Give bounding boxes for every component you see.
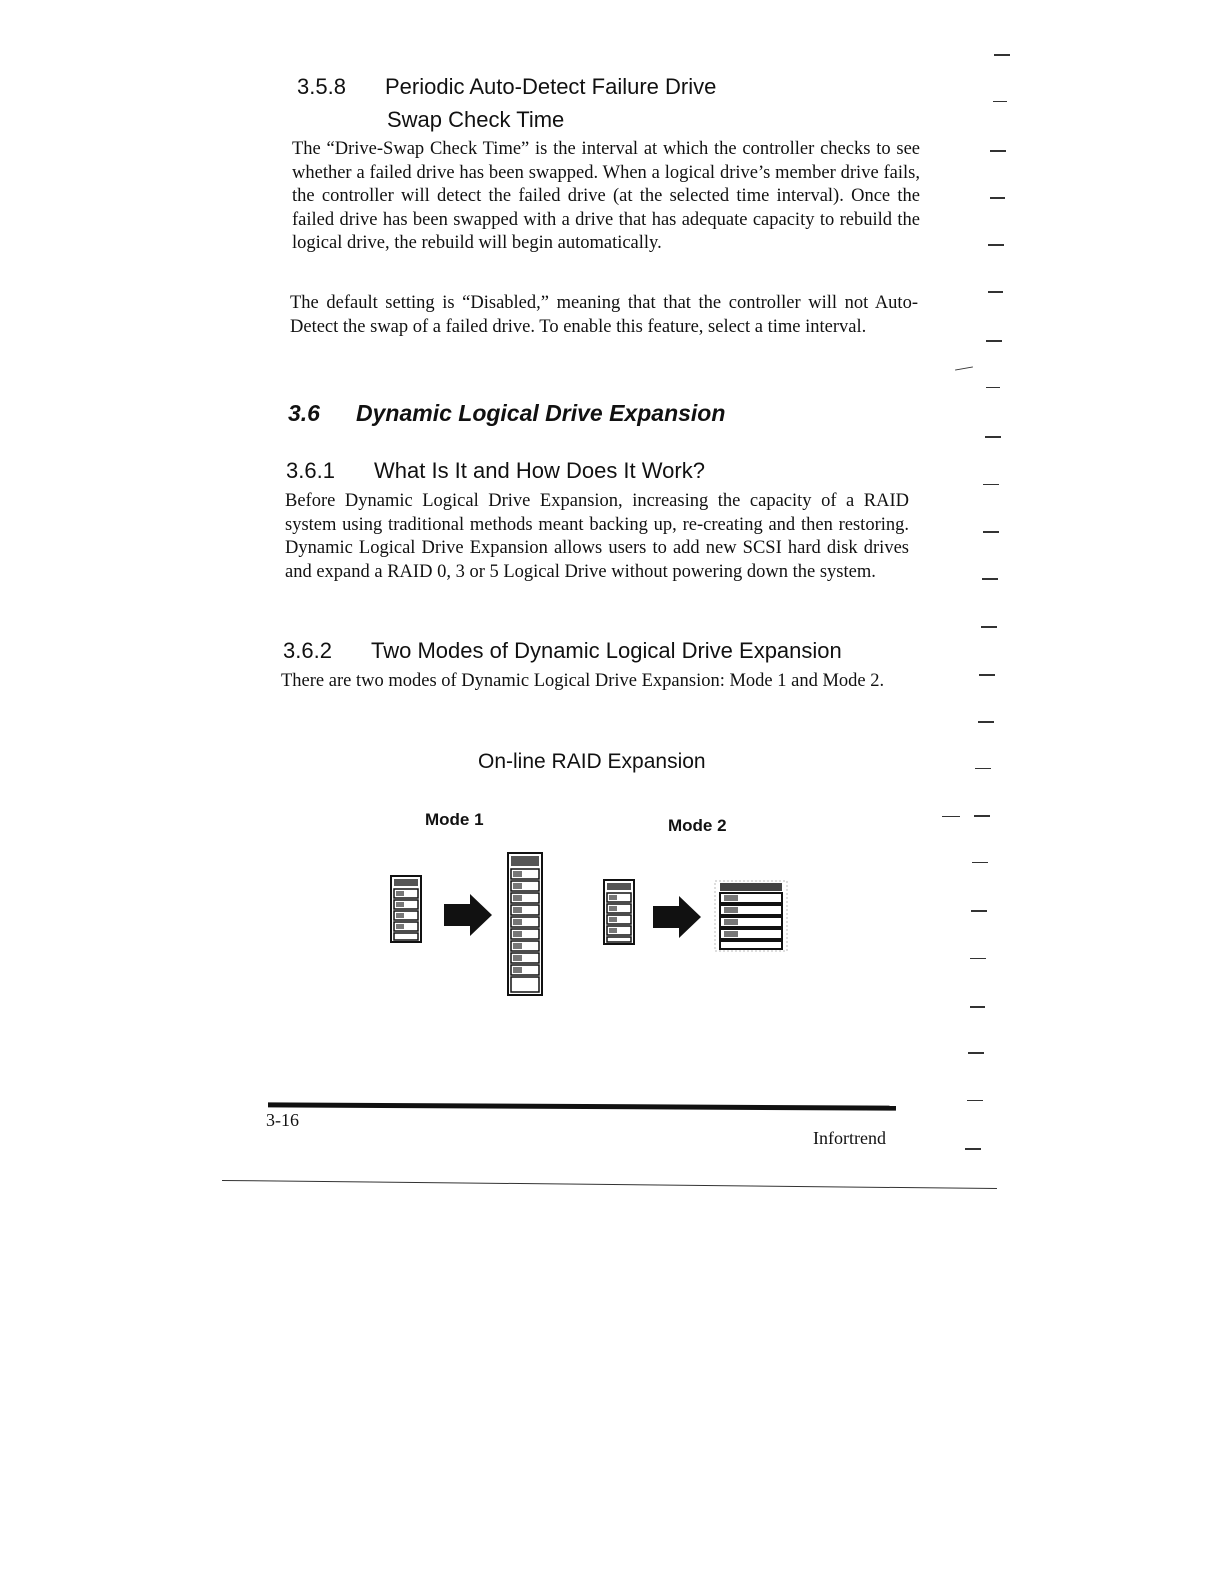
mode1-expanded-enclosure-icon xyxy=(507,852,543,996)
margin-tick xyxy=(993,101,1007,102)
diagram-title: On-line RAID Expansion xyxy=(478,750,706,773)
section-heading-3-6-1 xyxy=(286,458,705,484)
margin-tick xyxy=(967,1100,983,1101)
section-title: Dynamic Logical Drive Expansion xyxy=(356,400,726,426)
section-title-line1: Periodic Auto-Detect Failure Drive xyxy=(385,74,717,99)
section-number: 3.6.2 xyxy=(283,638,332,663)
paragraph-drive-swap-check: The “Drive-Swap Check Time” is the interval at which the controller checks to see whether a failed drive has been swapped. When a logical drive’s member drive fails, the controller will detect the failed drive (at the selected time interval). Once the failed drive has been swapped with a drive that has adequate capacity to rebuild the logical drive, the rebuild will begin automatically. xyxy=(292,139,920,253)
section-number: 3.6.1 xyxy=(286,458,335,483)
margin-tick xyxy=(981,626,997,628)
section-title: Two Modes of Dynamic Logical Drive Expansion xyxy=(371,638,842,663)
margin-tick xyxy=(990,150,1006,152)
section-heading-3-6-2 xyxy=(283,638,842,664)
margin-tick xyxy=(994,54,1010,56)
margin-tick xyxy=(968,1052,984,1054)
footer-rule xyxy=(268,1102,896,1110)
margin-tick xyxy=(982,578,998,580)
paragraph-what-is-it: Before Dynamic Logical Drive Expansion, increasing the capacity of a RAID system using traditional methods meant backing up, re-creating and then restoring. Dynamic Logical Drive Expansion allows users to add new SCSI hard disk drives and expand a RAID 0, 3 or 5 Logical Drive without powering down the system. xyxy=(285,491,909,582)
margin-tick xyxy=(985,436,1001,438)
mode2-expanded-enclosure-icon xyxy=(714,880,788,952)
section-title: What Is It and How Does It Work? xyxy=(374,458,705,483)
margin-tick xyxy=(970,958,986,959)
section-title-line2: Swap Check Time xyxy=(387,107,565,132)
mode2-label: Mode 2 xyxy=(668,816,727,835)
paragraph-default-setting: The default setting is “Disabled,” meaning that that the controller will not Auto-Detect the swap of a failed drive. To enable this feature, select a time interval. xyxy=(290,293,918,337)
margin-tick xyxy=(983,484,999,485)
paragraph-two-modes: There are two modes of Dynamic Logical Drive Expansion: Mode 1 and Mode 2. xyxy=(281,671,885,691)
margin-tick xyxy=(972,862,988,863)
mode2-arrow-icon xyxy=(653,896,701,938)
section-heading-3-6 xyxy=(288,400,725,427)
mode2-small-enclosure-icon xyxy=(603,879,635,945)
margin-tick xyxy=(983,531,999,533)
mode1-arrow-icon xyxy=(444,894,492,936)
margin-tick xyxy=(988,291,1003,293)
margin-tick xyxy=(979,674,995,676)
margin-tick xyxy=(986,340,1002,342)
scan-edge-line xyxy=(222,1180,997,1189)
margin-tick xyxy=(978,721,994,723)
margin-tick xyxy=(942,816,960,817)
margin-tick xyxy=(971,910,987,912)
margin-tick xyxy=(974,815,990,817)
margin-tick xyxy=(955,366,973,370)
section-number: 3.6 xyxy=(288,400,320,426)
margin-tick xyxy=(986,387,1000,388)
mode1-small-enclosure-icon xyxy=(390,875,422,943)
section-number: 3.5.8 xyxy=(297,74,346,99)
footer-brand: Infortrend xyxy=(813,1128,886,1148)
margin-tick xyxy=(970,1006,985,1008)
page-number: 3-16 xyxy=(266,1110,299,1130)
margin-tick xyxy=(975,768,991,769)
margin-tick xyxy=(988,244,1004,246)
section-heading-3-5-8 xyxy=(297,74,716,100)
margin-tick xyxy=(965,1148,981,1150)
margin-tick xyxy=(990,197,1005,199)
mode1-label: Mode 1 xyxy=(425,810,484,829)
